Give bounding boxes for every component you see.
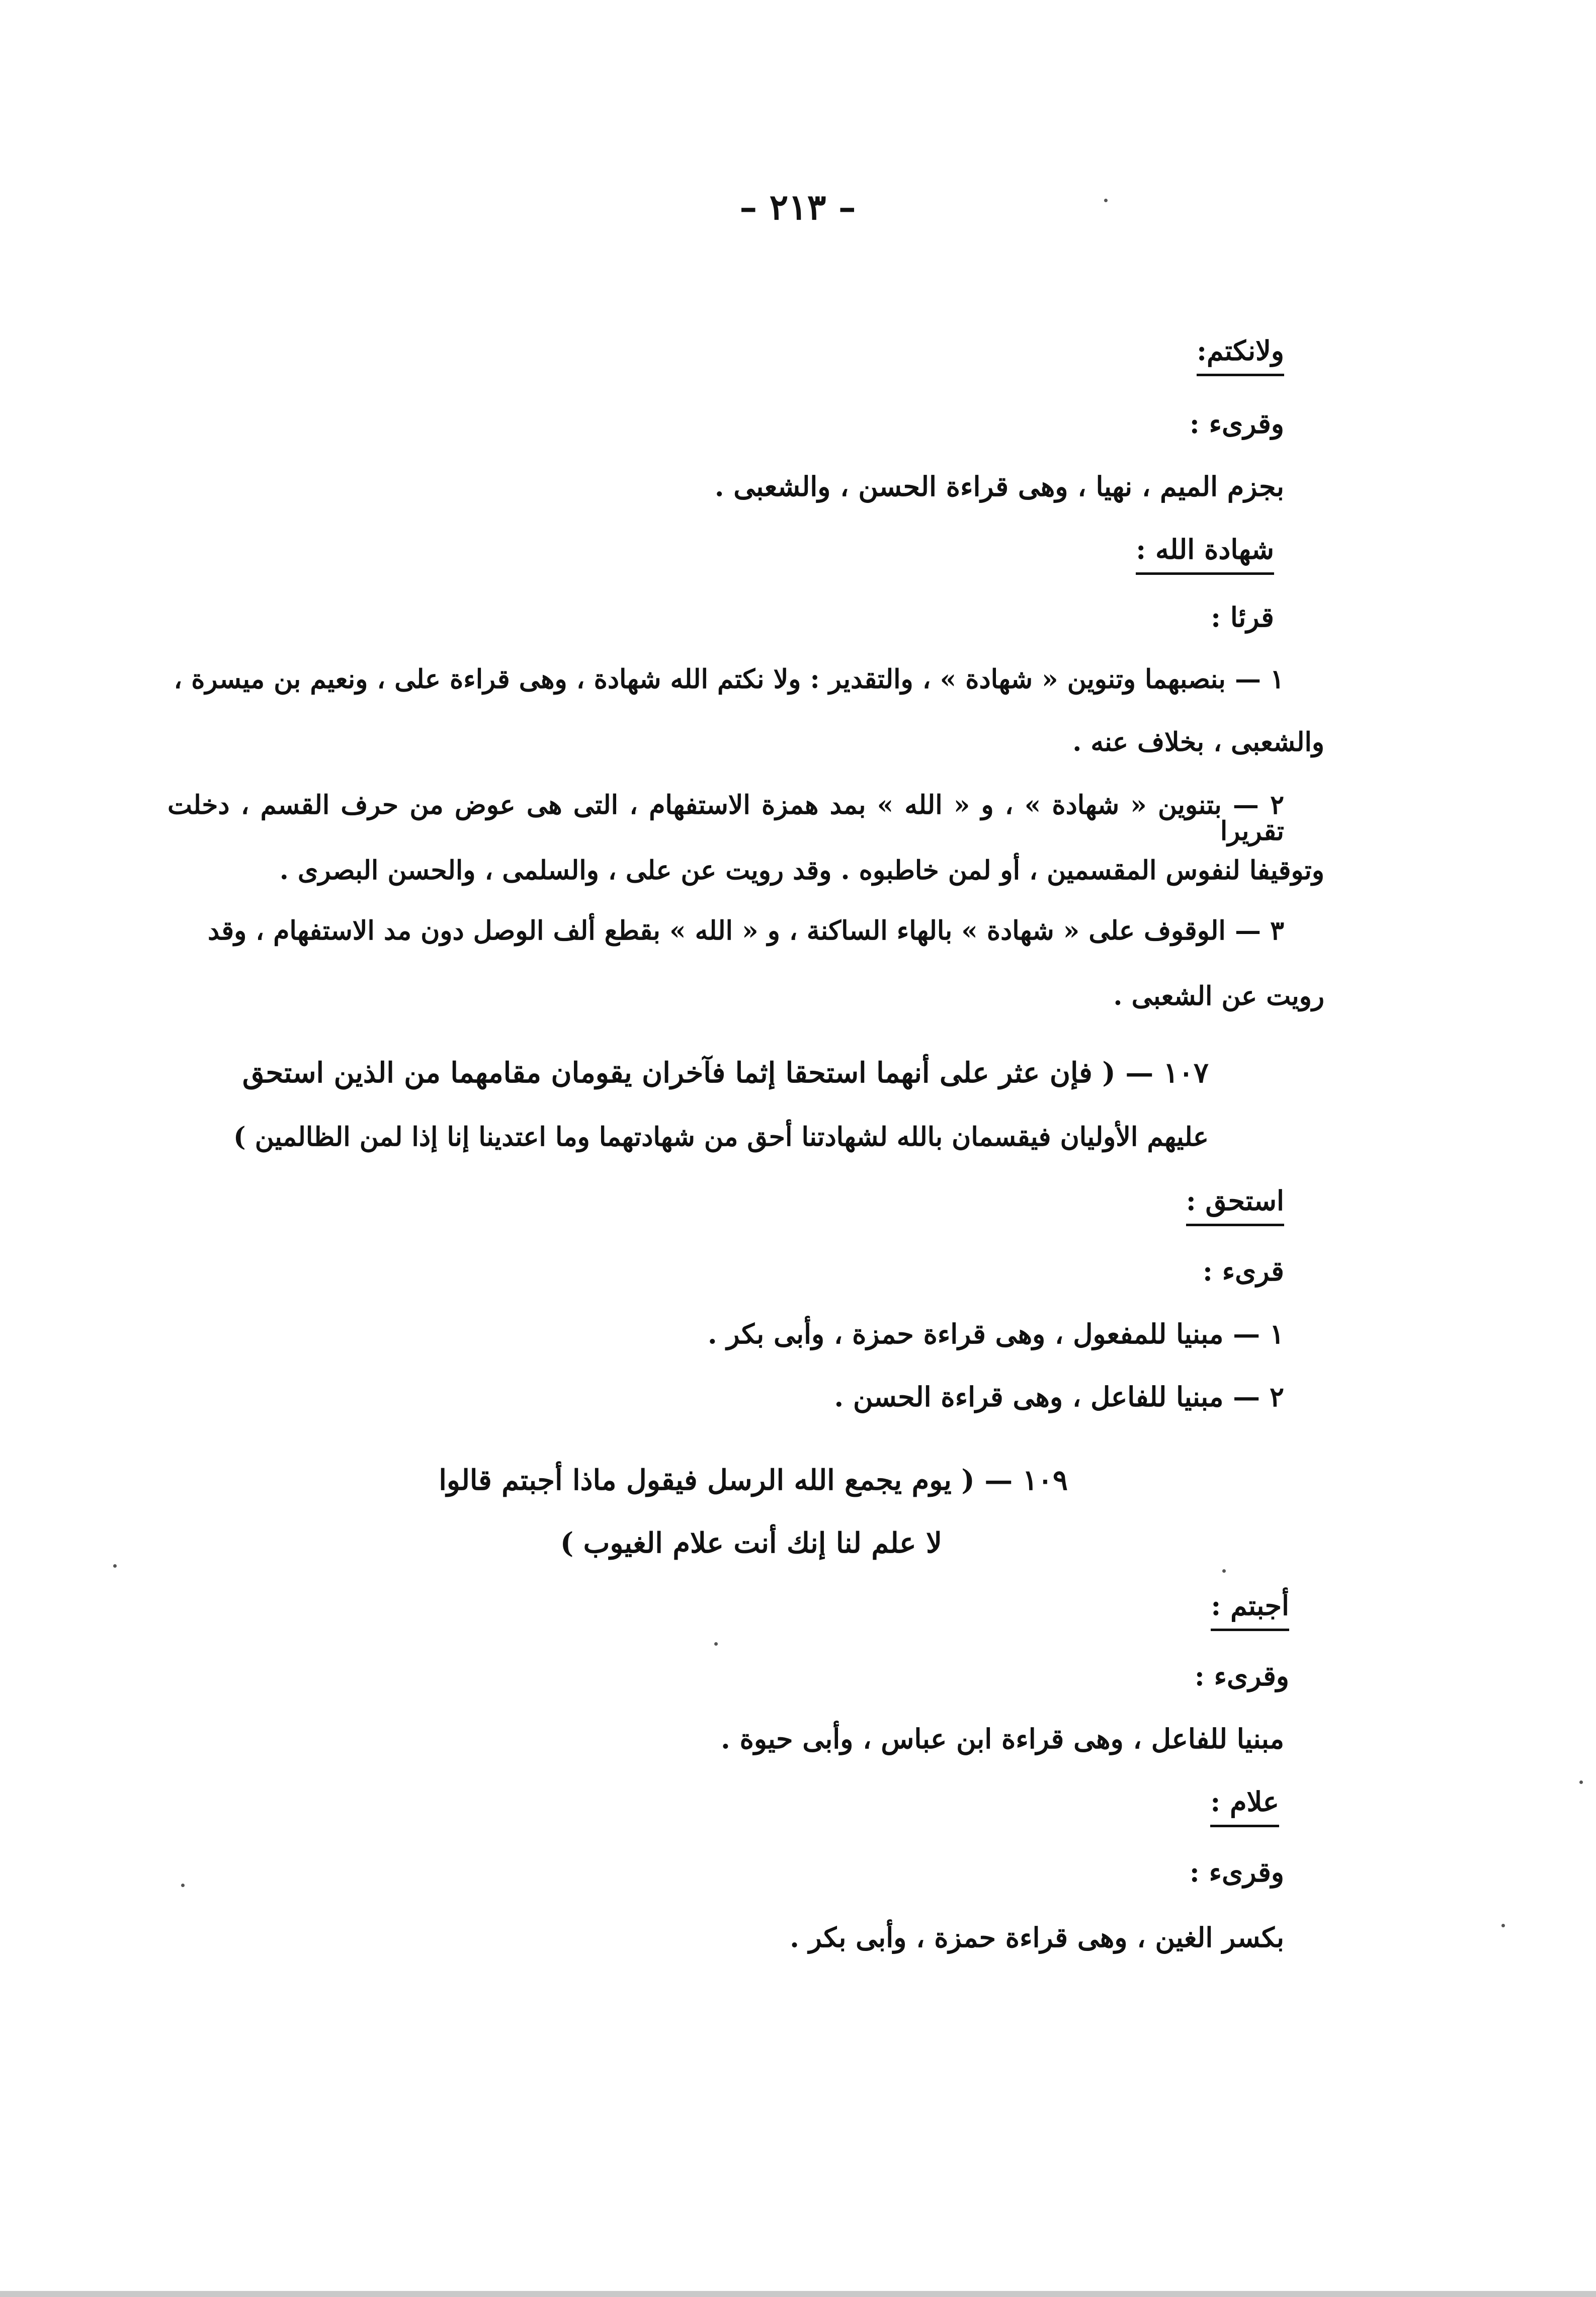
verse-109-line-1: ١٠٩ — ( يوم يجمع الله الرسل فيقول ماذا أجبتم قالوا (439, 1464, 1068, 1497)
scan-speck (113, 1564, 117, 1568)
bottom-edge (0, 2291, 1596, 2297)
scan-speck (1579, 1780, 1583, 1784)
item-3-line-2: رويت عن الشعبى . (1113, 981, 1324, 1011)
heading-wala-naktum: ولانكتم: (1197, 334, 1284, 376)
item-1-line-1: ١ — بنصبهما وتنوين « شهادة » ، والتقدير : ولا نكتم الله شهادة ، وهى قراءة على ، ونعيم بن ميسرة ، (174, 664, 1284, 695)
label-qurie-4: وقرىء : (1189, 1856, 1284, 1888)
scan-speck (181, 1884, 185, 1887)
page-number: – ٢١٣ – (739, 186, 856, 228)
text-allam-reading: بكسر الغين ، وهى قراءة حمزة ، وأبى بكر . (790, 1921, 1284, 1953)
label-qurie-1: وقرىء : (1189, 407, 1284, 440)
istahaqqa-item-1: ١ — مبنيا للمفعول ، وهى قراءة حمزة ، وأبى بكر . (707, 1318, 1284, 1350)
item-2-line-1: ٢ — بتنوين « شهادة » ، و « الله » بمد همزة الاستفهام ، التى هى عوض من حرف القسم ، دخلت تقريرا (167, 790, 1284, 846)
text-wala-naktum-reading: بجزم الميم ، نهيا ، وهى قراءة الحسن ، والشعبى . (714, 470, 1284, 502)
item-2-line-2: وتوقيفا لنفوس المقسمين ، أو لمن خاطبوه . وقد رويت عن على ، والسلمى ، والحسن البصرى . (279, 855, 1324, 886)
text-ajabtum-reading: مبنيا للفاعل ، وهى قراءة ابن عباس ، وأبى حيوة . (721, 1723, 1284, 1755)
verse-109-line-2: لا علم لنا إنك أنت علام الغيوب ) (560, 1526, 942, 1560)
label-quria: قرئا : (1211, 601, 1274, 633)
item-3-line-1: ٣ — الوقوف على « شهادة » بالهاء الساكنة ، و « الله » بقطع ألف الوصل دون مد الاستفهام ، وقد (207, 915, 1284, 946)
label-qurie-2: قرىء : (1203, 1255, 1284, 1287)
istahaqqa-item-2: ٢ — مبنيا للفاعل ، وهى قراءة الحسن . (834, 1381, 1284, 1413)
label-qurie-3: وقرىء : (1194, 1660, 1289, 1692)
scan-speck (714, 1642, 718, 1646)
scan-speck (1104, 199, 1108, 202)
heading-allam: علام : (1210, 1785, 1279, 1827)
verse-107-line-2: عليهم الأوليان فيقسمان بالله لشهادتنا أحق من شهادتهما وما اعتدينا إنا إذا لمن الظالمين ) (233, 1122, 1209, 1152)
scan-speck (1222, 1569, 1226, 1573)
heading-shahadat-allah: شهادة الله : (1136, 533, 1274, 575)
verse-107-line-1: ١٠٧ — ( فإن عثر على أنهما استحقا إثما فآخران يقومان مقامهما من الذين استحق (242, 1056, 1209, 1089)
item-1-line-2: والشعبى ، بخلاف عنه . (1072, 727, 1324, 757)
heading-istahaqqa: استحق : (1186, 1184, 1284, 1226)
heading-ajabtum: أجبتم : (1211, 1589, 1289, 1631)
scan-speck (1501, 1924, 1505, 1927)
